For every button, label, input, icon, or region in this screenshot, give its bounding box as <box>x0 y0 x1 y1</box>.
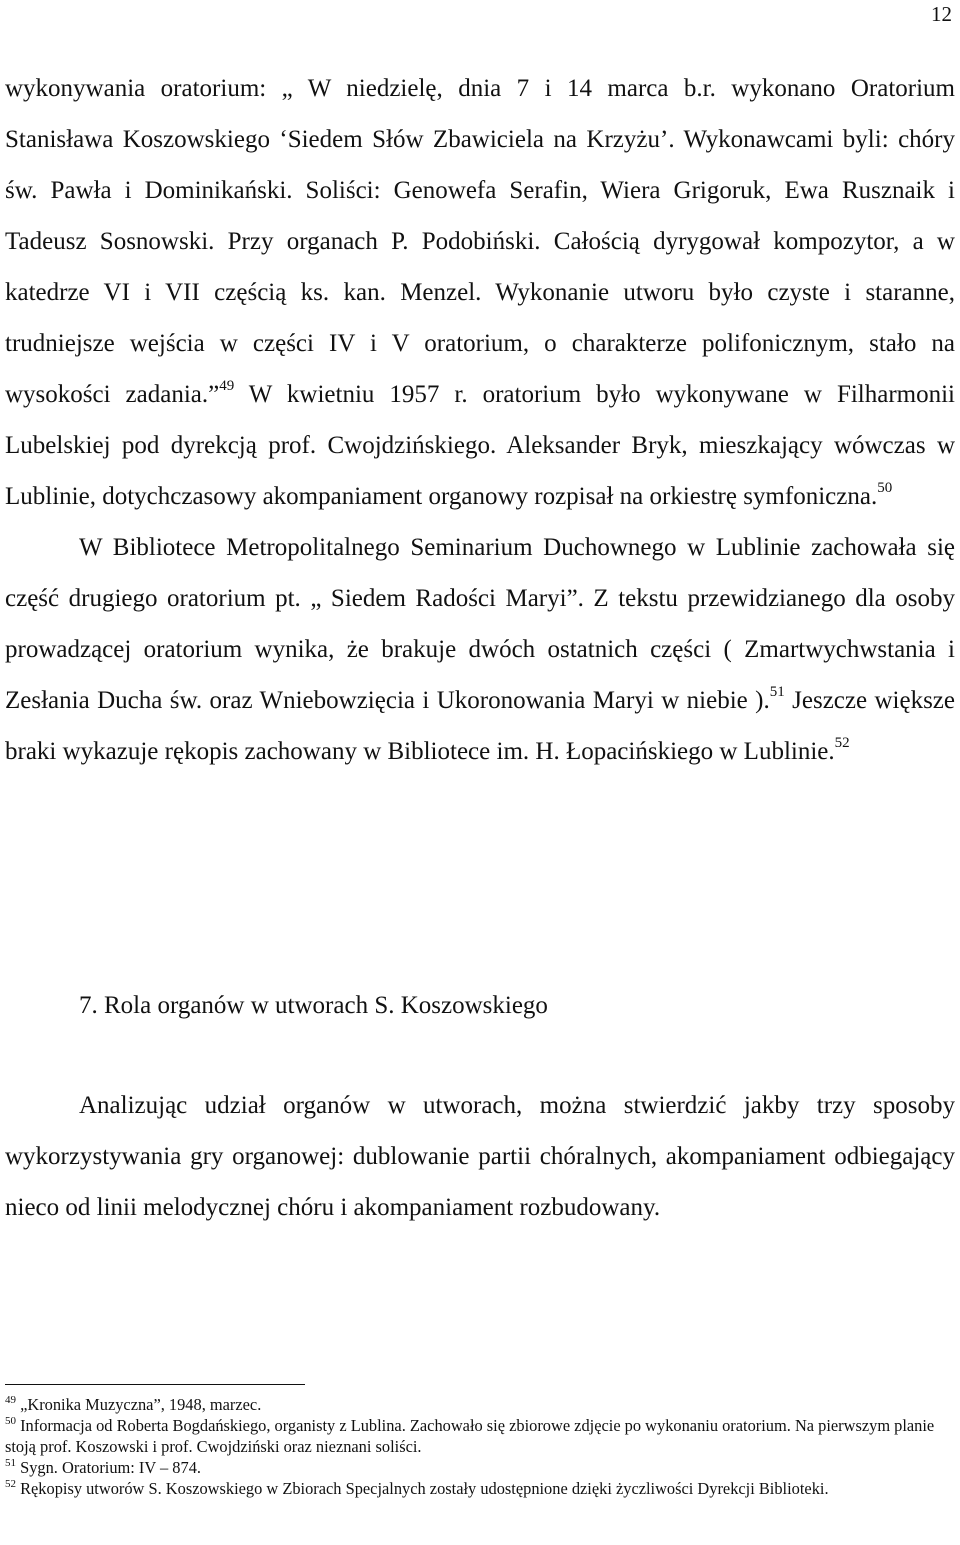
footnote-ref-50[interactable]: 50 <box>877 479 893 496</box>
footnote-49 <box>5 1394 955 1415</box>
footnote-52 <box>5 1478 955 1499</box>
footnote-ref-52[interactable]: 52 <box>834 734 850 751</box>
paragraph-library-manuscript <box>5 522 955 777</box>
footnote-ref-49[interactable]: 49 <box>219 377 235 394</box>
analysis-section <box>5 1080 955 1233</box>
footnote-number: 49 <box>5 1393 16 1406</box>
footnote-50 <box>5 1415 955 1457</box>
section-heading: 7. Rola organów w utworach S. Koszowskiego <box>79 992 548 1019</box>
footnotes <box>5 1394 955 1499</box>
footnote-text: Sygn. Oratorium: IV – 874. <box>16 1458 201 1477</box>
paragraph-text: wykonywania oratorium: „ W niedzielę, dnia 7 i 14 marca b.r. wykonano Oratorium Stanisława Koszowskiego ‘Siedem Słów Zbawiciela na Krzyżu’. Wykonawcami byli: chóry św. Pawła i Dominikański. Soliści: Genowefa Serafin, Wiera Grigoruk, Ewa Rusznaik i Tadeusz Sosnowski. Przy organach P. Podobiński. Całością dyrygował kompozytor, a w katedrze VI i VII częścią ks. kan. Menzel. Wykonanie utworu było czyste i staranne, trudniejsze wejścia w części IV i V oratorium, o charakterze polifonicznym, stało na wysokości zadania.” <box>5 75 955 408</box>
footnote-number: 50 <box>5 1414 16 1427</box>
paragraph-text: Jeszcze większe braki wykazuje rękopis zachowany w Bibliotece im. H. Łopacińskiego w Lublinie. <box>5 687 955 765</box>
footnote-divider <box>5 1384 305 1385</box>
footnote-text: Informacja od Roberta Bogdańskiego, organisty z Lublina. Zachowało się zbiorowe zdjęcie po wykonaniu oratorium. Na pierwszym planie stoją prof. Koszowski i prof. Cwojdziński oraz nieznani soliści. <box>5 1416 935 1456</box>
footnote-text: „Kronika Muzyczna”, 1948, marzec. <box>16 1395 262 1414</box>
footnote-ref-51[interactable]: 51 <box>769 683 785 700</box>
body-text <box>5 63 955 777</box>
paragraph-text: W Bibliotece Metropolitalnego Seminarium Duchownego w Lublinie zachowała się część drugiego oratorium pt. „ Siedem Radości Maryi”. Z tekstu przewidzianego dla osoby prowadzącej oratorium wynika, że brakuje dwóch ostatnich części ( Zmartwychwstania i Zesłania Ducha św. oraz Wniebowzięcia i Ukoronowania Maryi w niebie ). <box>5 534 955 714</box>
footnote-number: 52 <box>5 1477 16 1490</box>
paragraph-organ-analysis: Analizując udział organów w utworach, można stwierdzić jakby trzy sposoby wykorzystywania gry organowej: dublowanie partii chóralnych, akompaniament odbiegający nieco od linii melodycznej chóru i akompaniament rozbudowany. <box>5 1092 955 1221</box>
paragraph-text: W kwietniu 1957 r. oratorium było wykonywane w Filharmonii Lubelskiej pod dyrekcją prof. Cwojdzińskiego. Aleksander Bryk, mieszkający wówczas w Lublinie, dotychczasowy akompaniament organowy rozpisał na orkiestrę symfoniczna. <box>5 381 955 510</box>
footnote-51 <box>5 1457 955 1478</box>
page-number: 12 <box>931 2 952 26</box>
footnote-text: Rękopisy utworów S. Koszowskiego w Zbiorach Specjalnych zostały udostępnione dzięki życzliwości Dyrekcji Biblioteki. <box>16 1479 829 1498</box>
paragraph-oratorium-performance <box>5 63 955 522</box>
footnote-number: 51 <box>5 1456 16 1469</box>
